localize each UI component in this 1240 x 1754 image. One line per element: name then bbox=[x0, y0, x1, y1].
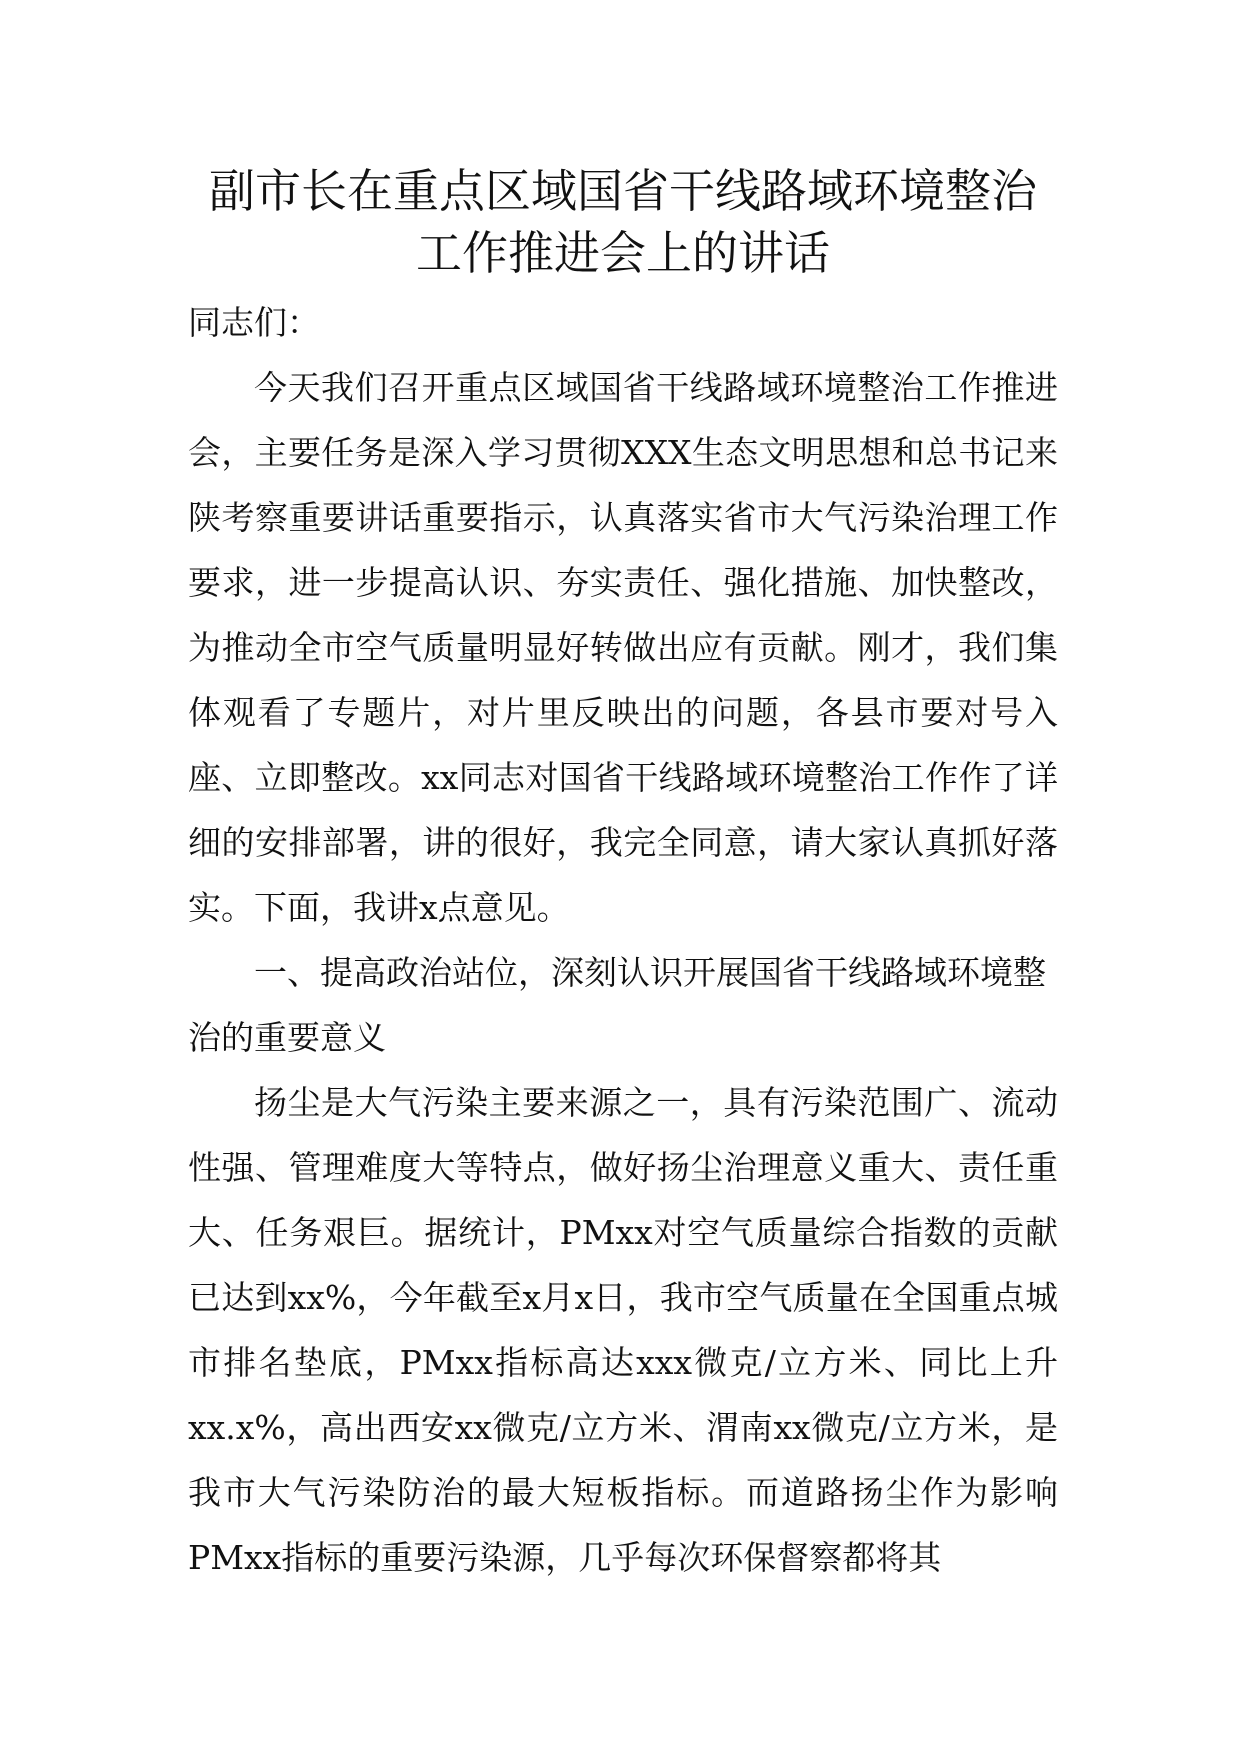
document-title bbox=[188, 160, 1058, 284]
salutation: 同志们： bbox=[188, 303, 320, 342]
section-heading-1: 一、提高政治站位，深刻认识开展国省干线路域环境整治的重要意义 bbox=[188, 953, 1046, 1057]
paragraph-1: 今天我们召开重点区域国省干线路域环境整治工作推进会，主要任务是深入学习贯彻XXX生态文明思想和总书记来陕考察重要讲话重要指示，认真落实省市大气污染治理工作要求，进一步提高认识、夯实责任、强化措施、加快整改，为推动全市空气质量明显好转做出应有贡献。刚才，我们集体观看了专题片，对片里反映出的问题，各县市要对号入座、立即整改。xx同志对国省干线路域环境整治工作作了详细的安排部署，讲的很好，我完全同意，请大家认真抓好落实。下面，我讲x点意见。 bbox=[188, 368, 1058, 927]
document-page bbox=[188, 160, 1058, 1590]
paragraph-2: 扬尘是大气污染主要来源之一，具有污染范围广、流动性强、管理难度大等特点，做好扬尘治理意义重大、责任重大、任务艰巨。据统计，PMxx对空气质量综合指数的贡献已达到xx%，今年截至x月x日，我市空气质量在全国重点城市排名垫底，PMxx指标高达xxx微克/立方米、同比上升xx.x%，高出西安xx微克/立方米、渭南xx微克/立方米，是我市大气污染防治的最大短板指标。而道路扬尘作为影响PMxx指标的重要污染源，几乎每次环保督察都将其 bbox=[188, 1083, 1058, 1577]
title-line-1: 副市长在重点区域国省干线路域环境整治 bbox=[209, 164, 1037, 218]
title-line-2: 工作推进会上的讲话 bbox=[416, 226, 830, 280]
